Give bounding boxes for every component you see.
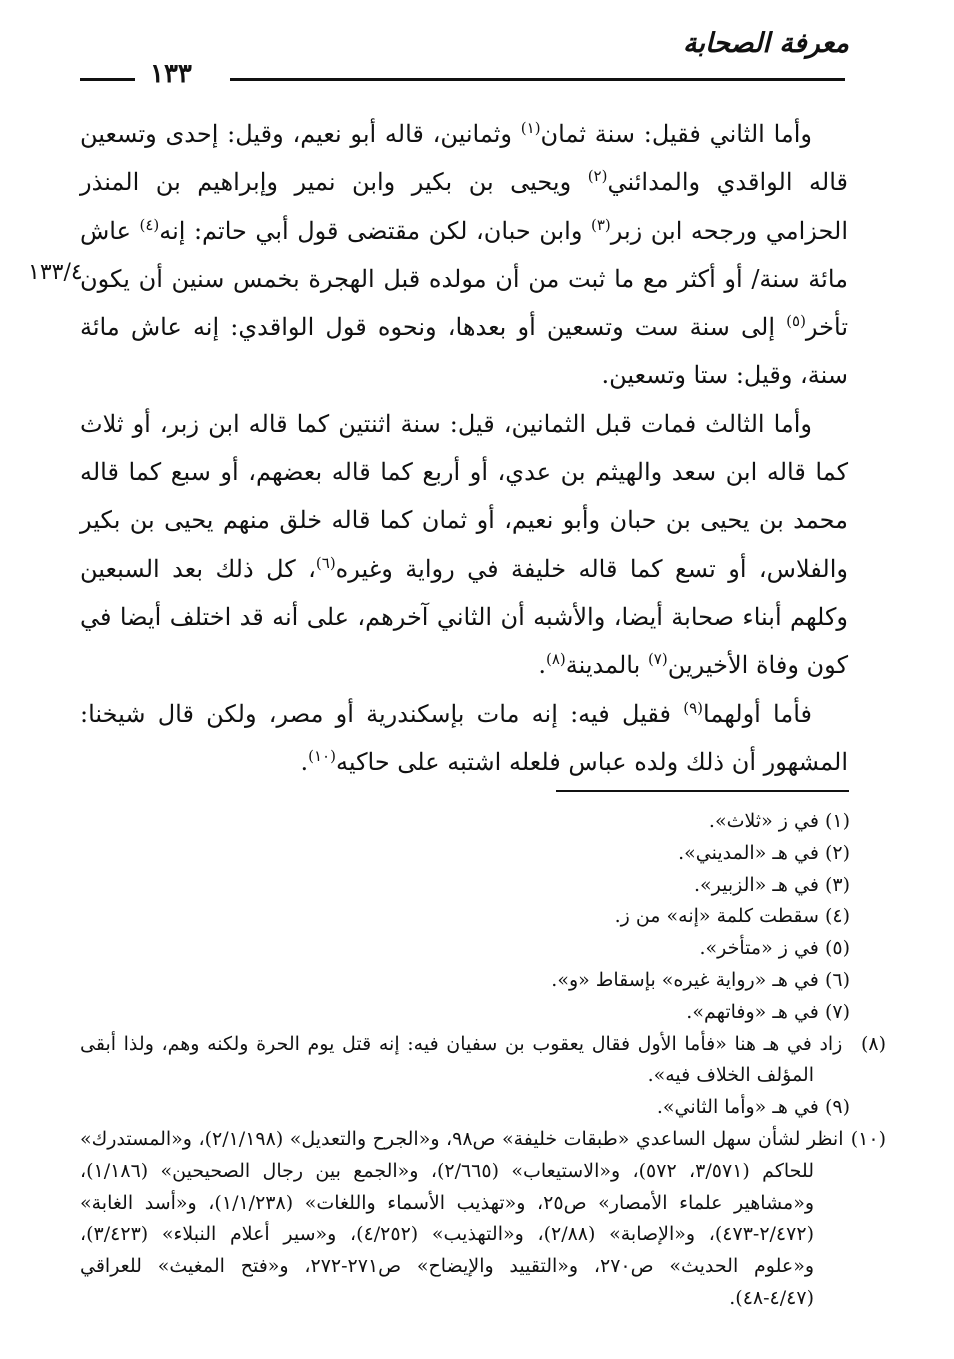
text-run: .: [538, 651, 546, 680]
footnote-number: (٤): [824, 905, 850, 928]
footnote-number: (٢): [824, 841, 850, 864]
footnote-text: انظر لشأن سهل الساعدي «طبقات خليفة» ص٩٨، و«الجرح والتعديل» (٢/١/١٩٨)، و«المستدرك» للحاكم (٣/٥٧١، ٥٧٢)، و«الاستيعاب» (٢/٦٦٥)، و«الجمع بين رجال الصحيحين» (١/١٨٦)، و«مشاهير علماء الأمصار» ص٢٥، و«تهذيب الأسماء واللغات» (١/١/٢٣٨)، و«أسد الغابة» (٢/٤٧٢-٤٧٣)، و«الإصابة» (٢/٨٨)، و«التهذيب» (٤/٢٥٢)، و«سير أعلام النبلاء» (٣/٤٢٣)، و«علوم الحديث» ص٢٧٠، و«التقييد والإيضاح» ص٢٧١-٢٧٢، و«فتح المغيث» للعراقي (٤/٤٧-٤٨).: [80, 1127, 850, 1309]
footnote-number: (٩): [824, 1096, 850, 1119]
footnote-marker: (٧): [647, 650, 668, 669]
paragraph-third: [80, 400, 848, 690]
footnote-marker: (٦): [315, 553, 336, 572]
footnote: [80, 997, 850, 1029]
footnote-text: في هـ «وفاتهم».: [686, 1000, 825, 1023]
footnote-marker: (٢): [587, 167, 608, 186]
footnote-text: زاد في هـ هنا «فأما الأول فقال يعقوب بن سفيان فيه: إنه قتل يوم الحرة ولكنه وهم، ولذا أبقى المؤلف الخلاف فيه».: [80, 1032, 850, 1087]
footnote: [80, 838, 850, 870]
text-run: وأما الثالث فمات قبل الثمانين، قيل: سنة اثنتين كما قاله ابن زبر، أو ثلاث كما قاله ابن سعد والهيثم بن عدي، أو أربع كما قاله بعضهم، أو سبع كما قاله محمد بن يحيى بن حبان وأبو نعيم، أو ثمان كما قاله خلق منهم يحيى بن بكير والفلاس، أو تسع كما قاله خليفة في رواية وغيره: [80, 409, 849, 583]
text-run: فأما أولهما: [703, 699, 813, 728]
text-run: إلى سنة ست وتسعين أو بعدها، ونحوه قول الواقدي: إنه عاش مائة سنة، وقيل: ستا وتسعين.: [80, 313, 848, 390]
footnote-number: (٦): [824, 968, 850, 991]
footnote-marker: (١٠): [308, 746, 336, 765]
text-run: ويحيى بن بكير وابن نمير وإبراهيم بن المنذر الحزامي ورجحه ابن زبر: [80, 168, 849, 245]
footnote: [80, 870, 850, 902]
footnote-marker: (٥): [786, 312, 806, 331]
footnote-text: في هـ «وأما الثاني».: [656, 1096, 825, 1119]
footnote: [80, 965, 850, 997]
footnote-text: في هـ «المديني».: [678, 841, 825, 864]
footnotes: [80, 806, 886, 1315]
paragraph-second: [80, 110, 848, 400]
paragraph-first-of-them: [80, 690, 848, 787]
text-run: وابن حبان، لكن مقتضى قول أبي حاتم: إنه: [159, 216, 591, 245]
text-run: .: [300, 747, 309, 776]
footnote: [80, 933, 850, 965]
footnote-text: في هـ «رواية غيره» بإسقاط «و».: [551, 968, 825, 991]
footnote: (١٠) انظر لشأن سهل الساعدي «طبقات خليفة» ص٩٨، و«الجرح والتعديل» (٢/١/١٩٨)، و«المستدرك» للحاكم (٣/٥٧١، ٥٧٢)، و«الاستيعاب» (٢/٦٦٥)، و«الجمع بين رجال الصحيحين» (١/١٨٦)، و«مشاهير علماء الأمصار» ص٢٥، و«تهذيب الأسماء واللغات» (١/١/٢٣٨)، و«أسد الغابة» (٢/٤٧٢-٤٧٣)، و«الإصابة» (٢/٨٨)، و«التهذيب» (٤/٢٥٢)، و«سير أعلام النبلاء» (٣/٤٢٣)، و«علوم الحديث» ص٢٧٠، و«التقييد والإيضاح» ص٢٧١-٢٧٢، و«فتح المغيث» للعراقي (٤/٤٧-٤٨).: [80, 1127, 886, 1309]
footnote-separator: [556, 790, 849, 792]
footnote-number: (١): [824, 810, 850, 832]
margin-folio-note: ١٣٣/٤: [28, 260, 83, 285]
footnote: (٨) زاد في هـ هنا «فأما الأول فقال يعقوب بن سفيان فيه: إنه قتل يوم الحرة ولكنه وهم، ولذا أبقى المؤلف الخلاف فيه».: [80, 1032, 886, 1087]
text-run: فقيل فيه: إنه مات بإسكندرية أو مصر، ولكن قال شيخنا: المشهور أن ذلك ولده عباس فلعله اشتبه على حاكيه: [80, 699, 848, 776]
footnote-number: (٥): [824, 937, 850, 960]
footnote-marker: (٨): [545, 650, 566, 669]
text-run: ، كل ذلك بعد السبعين وكلهم أبناء صحابة أيضا، والأشبه أن الثاني آخرهم، على أنه قد اختلف أيضا في كون وفاة الأخيرين: [80, 554, 848, 680]
main-text: [80, 110, 848, 786]
text-run: بالمدينة: [565, 651, 648, 680]
text-run: عاش مائة سنة/ أو أكثر مع ما ثبت من أن مولده قبل الهجرة بخمس سنين أن يكون تأخر: [80, 216, 848, 342]
header-rule-left: [80, 78, 135, 81]
footnote-number: (٧): [824, 1000, 850, 1023]
footnote-marker: (٣): [590, 215, 611, 234]
text-run: وأما الثاني فقيل: سنة ثمان: [540, 120, 812, 148]
footnote-text: في ز «ثلاث».: [708, 810, 825, 832]
footnote: [80, 806, 850, 838]
footnote-marker: (٩): [683, 698, 704, 717]
page-number: ١٣٣: [150, 59, 192, 89]
running-header-title: معرفة الصحابة: [683, 28, 849, 59]
header-rule-right: [230, 78, 845, 81]
footnote-text: في هـ «الزبير».: [693, 873, 825, 896]
footnote-text: في ز «متأخر».: [699, 937, 825, 960]
footnote-text: سقطت كلمة «إنه» من ز.: [614, 905, 825, 928]
footnote: [80, 1092, 850, 1124]
footnote-number: (٣): [824, 873, 850, 896]
footnote-marker: (١): [520, 119, 541, 137]
footnote-marker: (٤): [139, 215, 160, 234]
footnote: [80, 901, 850, 933]
text-run: وثمانين، قاله أبو نعيم، وقيل: إحدى وتسعين قاله الواقدي والمدائني: [80, 120, 848, 197]
